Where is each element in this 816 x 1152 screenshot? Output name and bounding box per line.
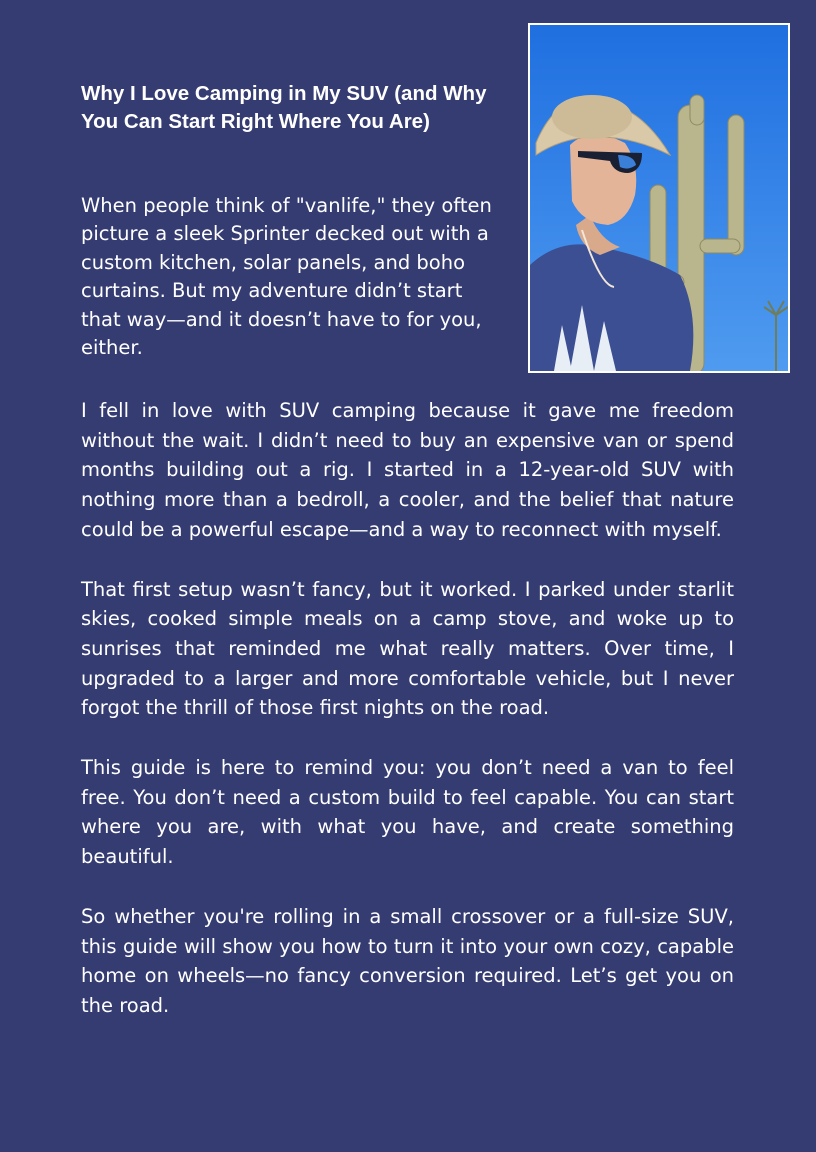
intro-paragraph: When people think of "vanlife," they often picture a sleek Sprinter decked out with a custom kitchen, solar panels, and boho curtains. But my adventure didn’t start that way—and it doesn’t have to for you, either. (81, 194, 492, 360)
author-photo (528, 23, 790, 373)
body-paragraph: That first setup wasn’t fancy, but it worked. I parked under starlit skies, cooked simple meals on a camp stove, and woke up to sunrises that reminded me what really matters. Over time, I upgraded to a larger and more comfortable vehicle, but I never forgot the thrill of those first nights on the road. (81, 577, 734, 720)
body-paragraph: So whether you're rolling in a small crossover or a full-size SUV, this guide will show you how to turn it into your own cozy, capable home on wheels—no fancy conversion required. Let’s get you on the road. (81, 904, 734, 1017)
article-title: Why I Love Camping in My SUV (and Why You Can Start Right Where You Are) (81, 82, 487, 133)
body-paragraph: I fell in love with SUV camping because it gave me freedom without the wait. I didn’t need to buy an expensive van or spend months building out a rig. I started in a 12-year-old SUV with nothing more than a bedroll, a cooler, and the belief that nature could be a powerful escape—and a way to reconnect with myself. (81, 399, 734, 541)
body-paragraph: This guide is here to remind you: you don’t need a van to feel free. You don’t need a custom build to feel capable. You can start where you are, with what you have, and create something beautiful. (81, 756, 734, 869)
article-body (81, 396, 734, 1051)
